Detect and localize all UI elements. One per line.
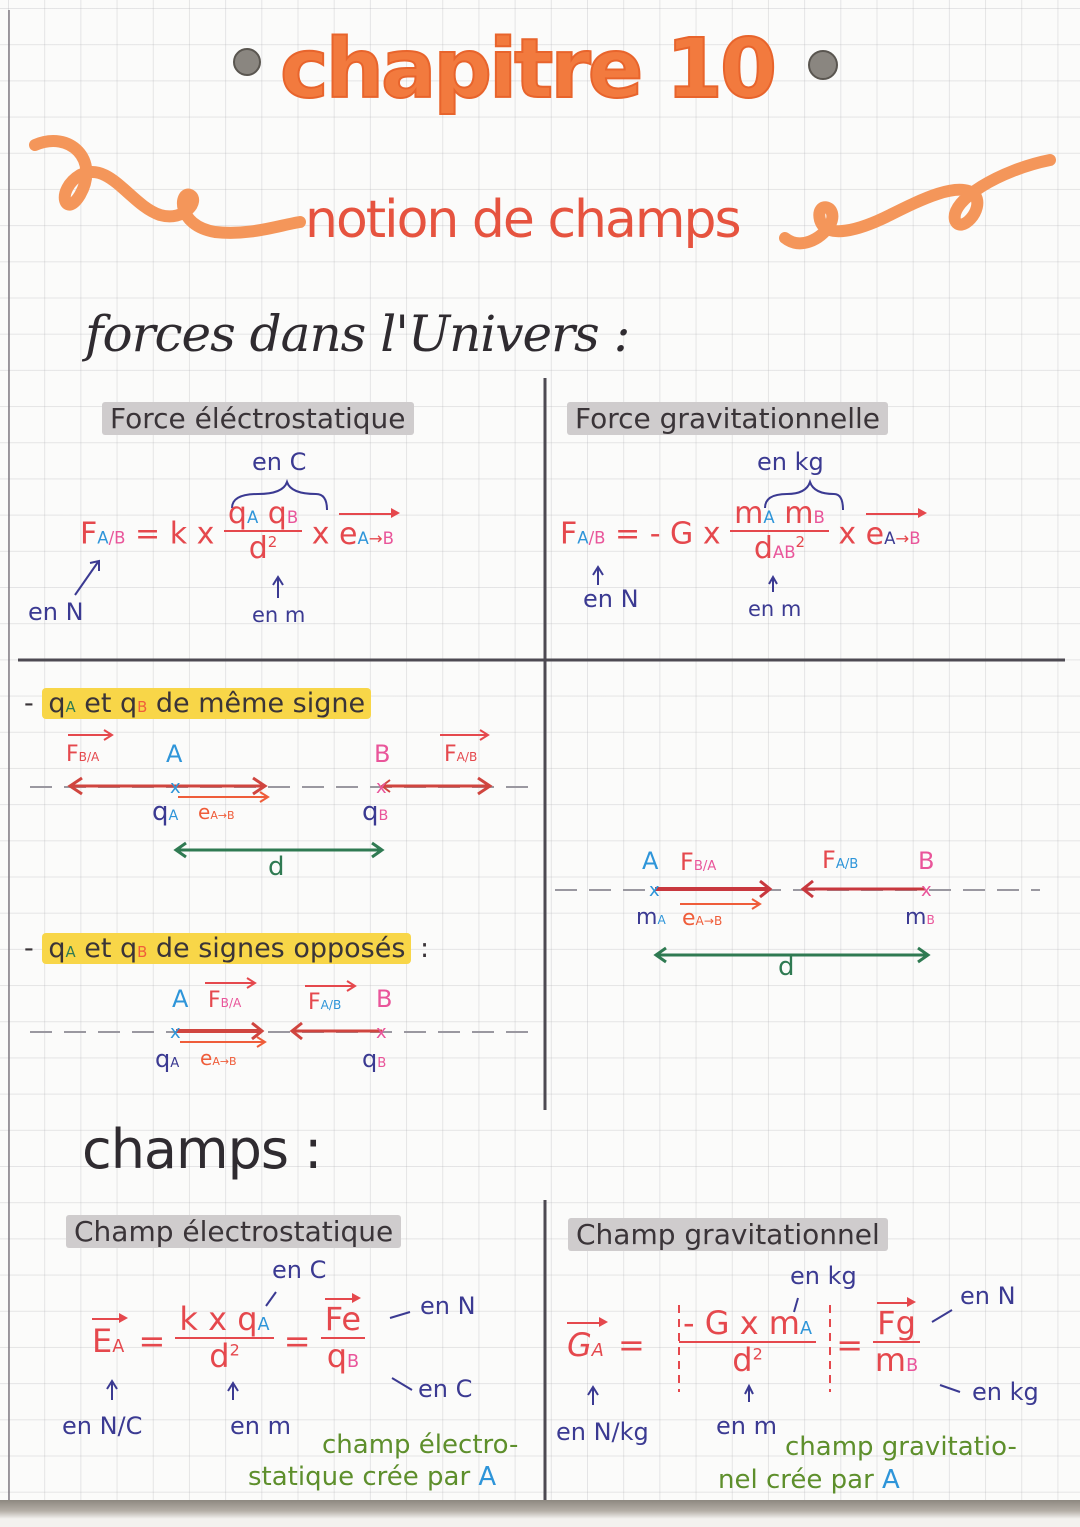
field-unit-distance: en m <box>230 1412 291 1440</box>
grav-point-A: A <box>642 847 659 875</box>
opp-charge-qB: qB <box>362 1045 387 1073</box>
grav-mass-mB: mB <box>905 905 935 930</box>
electrostatic-field-title: Champ électrostatique <box>66 1215 401 1248</box>
grav-distance-d: d <box>778 952 795 982</box>
grav-mass-mA: mA <box>636 905 666 930</box>
opposite-sign-label: - qA et qB de signes opposés : <box>24 933 430 964</box>
unit-force-grav: en N <box>583 585 639 613</box>
gravitational-field-note-line2: nel crée par A <box>718 1465 900 1495</box>
unit-charge: en C <box>252 448 307 476</box>
svg-text:x: x <box>921 880 932 901</box>
svg-text:x: x <box>170 777 181 798</box>
unit-distance: en m <box>252 603 306 627</box>
chapter-subtitle: notion de champs <box>305 190 740 250</box>
grav-label-force-A-on-B: FA/B <box>822 846 859 874</box>
unit-vector-eAB: eA→B <box>198 800 235 824</box>
charge-qA: qA <box>152 797 179 827</box>
label-force-B-on-A: FB/A <box>66 742 100 767</box>
label-force-A-on-B: FA/B <box>444 742 478 767</box>
gravitational-force-title: Force gravitationnelle <box>567 402 888 435</box>
gfield-unit-distance: en m <box>716 1412 777 1440</box>
svg-text:x: x <box>376 777 387 798</box>
distance-d: d <box>268 852 285 882</box>
gfield-unit-force: en N <box>960 1282 1016 1310</box>
field-unit-force: en N <box>420 1292 476 1320</box>
gfield-unit-mass-bottom: en kg <box>972 1378 1039 1406</box>
opp-label-force-B-on-A: FB/A <box>208 988 242 1013</box>
grav-label-force-B-on-A: FB/A <box>680 848 717 876</box>
section-heading-fields: champs : <box>82 1118 322 1181</box>
unit-distance-grav: en m <box>748 597 802 621</box>
electrostatic-field-note-line2: statique crée par A <box>248 1462 497 1492</box>
electrostatic-force-formula: FA/B = k x $\frac{\text{qA qB}}{d^2}$ x eA→B <box>80 505 400 565</box>
point-A: A <box>166 740 183 768</box>
gravitational-field-title: Champ gravitationnel <box>568 1218 888 1251</box>
field-unit-charge-top: en C <box>272 1256 327 1284</box>
opp-charge-qA: qA <box>155 1045 180 1073</box>
pin-right-icon <box>809 51 837 79</box>
svg-text:x: x <box>376 1022 387 1043</box>
electrostatic-field-formula: EA = $\frac{\text{k x qA}}{d^2}$ = $\frac{Fe}{qB}$ <box>92 1312 365 1374</box>
grav-point-B: B <box>918 847 935 875</box>
field-unit-charge-bottom: en C <box>418 1375 473 1403</box>
gravitational-field-note-line1: champ gravitatio- <box>785 1432 1017 1462</box>
svg-text:x: x <box>170 1022 181 1043</box>
gfield-unit-field: en N/kg <box>556 1418 649 1446</box>
gfield-unit-mass-top: en kg <box>790 1262 857 1290</box>
unit-mass: en kg <box>757 448 824 476</box>
unit-force: en N <box>28 598 84 626</box>
swirl-right-icon <box>785 160 1050 243</box>
swirl-left-icon <box>35 141 300 233</box>
pin-left-icon <box>234 49 260 75</box>
electrostatic-field-note-line1: champ électro- <box>322 1430 519 1460</box>
grav-unit-vector-eAB: eA→B <box>682 906 723 931</box>
gravitational-force-formula: FA/B = - G x $\frac{\text{mA mB}}{dAB^2}$ x eA→B <box>560 505 927 565</box>
opp-point-A: A <box>172 985 189 1013</box>
electrostatic-force-title: Force éléctrostatique <box>102 402 414 435</box>
gravitational-field-formula: GA = $\frac{\text{- G x mA}}{d^2}$ = $\frac{Fg}{mB}$ <box>567 1304 919 1380</box>
section-heading-forces: forces dans l'Univers : <box>85 305 630 363</box>
opp-point-B: B <box>376 985 393 1013</box>
chapter-title: chapitre 10 <box>280 22 775 117</box>
charge-qB: qB <box>362 797 389 827</box>
opp-label-force-A-on-B: FA/B <box>308 990 342 1015</box>
field-unit-field: en N/C <box>62 1412 143 1440</box>
same-sign-label: - qA et qB de même signe <box>24 688 371 719</box>
point-B: B <box>374 740 391 768</box>
opp-unit-vector-eAB: eA→B <box>200 1046 237 1070</box>
svg-text:x: x <box>649 880 660 901</box>
